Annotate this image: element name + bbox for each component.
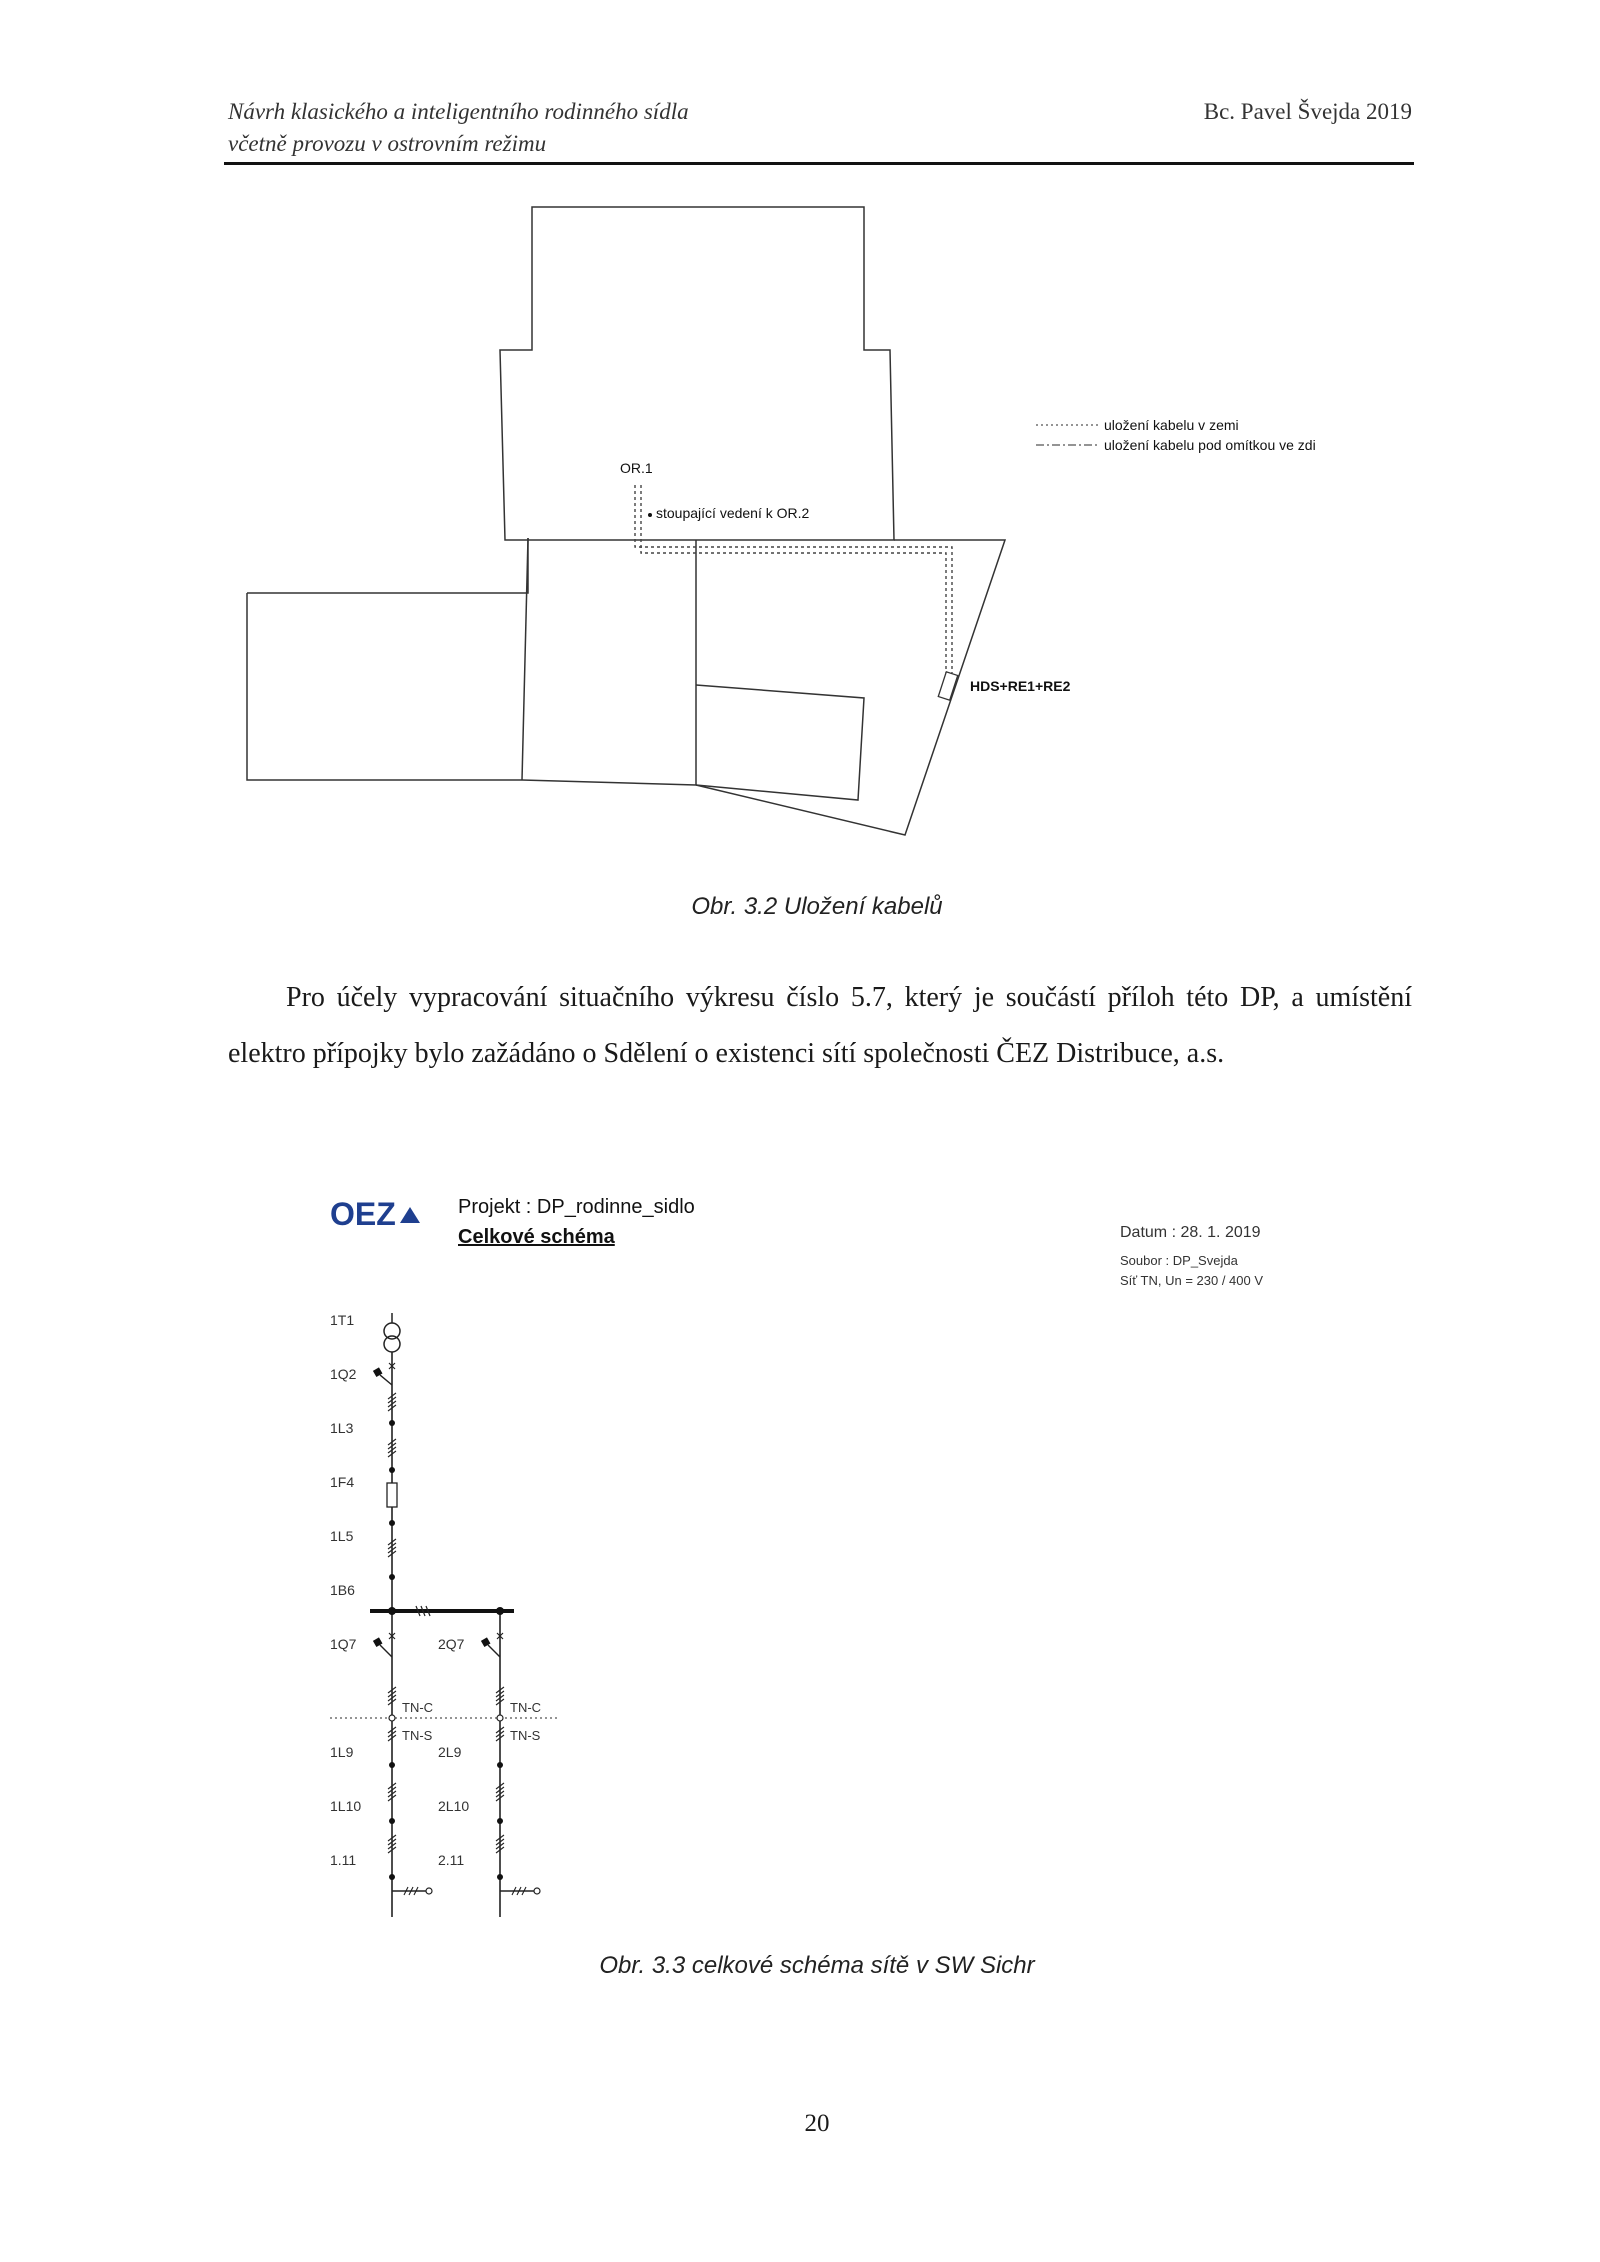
label-1f4: 1F4 <box>330 1474 355 1490</box>
label-1t1: 1T1 <box>330 1312 355 1328</box>
label-2q7: 2Q7 <box>438 1636 465 1652</box>
riser-point <box>648 513 652 517</box>
transformer-icon <box>384 1313 400 1352</box>
legend-wall: uložení kabelu pod omítkou ve zdi <box>1104 437 1316 453</box>
label-or1: OR.1 <box>620 460 653 476</box>
left-labels <box>330 1312 361 1868</box>
tn-labels <box>402 1700 541 1743</box>
label-1l3: 1L3 <box>330 1420 354 1436</box>
outgoing-terminal-2 <box>500 1887 540 1895</box>
tn-s-label-2: TN-S <box>510 1728 541 1743</box>
busbar-ticks <box>416 1606 430 1616</box>
label-2l10: 2L10 <box>438 1798 470 1814</box>
page-header <box>228 96 1412 160</box>
label-riser: stoupající vedení k OR.2 <box>656 505 810 521</box>
header-title-line2: včetně provozu v ostrovním režimu <box>228 131 547 156</box>
building-outline <box>247 207 1005 835</box>
tn-node-2 <box>497 1715 503 1721</box>
branch2-labels <box>438 1636 469 1868</box>
label-1-11: 1.11 <box>330 1852 357 1868</box>
label-1l5: 1L5 <box>330 1528 354 1544</box>
label-1q7: 1Q7 <box>330 1636 357 1652</box>
schema-date: Datum : 28. 1. 2019 <box>1120 1224 1261 1241</box>
label-1l10: 1L10 <box>330 1798 362 1814</box>
project-name: Projekt : DP_rodinne_sidlo <box>458 1196 695 1218</box>
conductor-hatches <box>388 1393 504 1853</box>
figure2-caption: Obr. 3.3 celkové schéma sítě v SW Sichr <box>599 1952 1035 1979</box>
figure1-caption: Obr. 3.2 Uložení kabelů <box>691 893 943 920</box>
tn-s-label-1: TN-S <box>402 1728 433 1743</box>
oez-logo-triangle-icon <box>400 1207 420 1223</box>
schema-file: Soubor : DP_Svejda <box>1120 1253 1238 1268</box>
oez-logo-text: OEZ <box>330 1196 396 1232</box>
tn-c-label-2: TN-C <box>510 1700 542 1715</box>
label-2-11: 2.11 <box>438 1852 465 1868</box>
legend-ground: uložení kabelu v zemi <box>1104 417 1239 433</box>
outgoing-terminal-1 <box>392 1887 432 1895</box>
label-1b6: 1B6 <box>330 1582 355 1598</box>
legend <box>1036 417 1316 453</box>
schema-title: Celkové schéma <box>458 1226 615 1248</box>
oez-logo <box>330 1196 420 1232</box>
fuse-1f4-icon <box>387 1483 397 1507</box>
network-schema-figure <box>320 1185 1320 1945</box>
hds-box <box>938 672 957 700</box>
header-rule <box>224 162 1414 165</box>
header-author: Bc. Pavel Švejda 2019 <box>1203 99 1412 124</box>
body-paragraph: Pro účely vypracování situačního výkresu číslo 5.7, který je součástí příloh této DP, a umístění elektro přípojky bylo zažádáno o Sdělení o existenci sítí společnosti ČEZ Distribuce, a.s. <box>228 982 1412 1069</box>
cable-layout-figure <box>230 195 1430 875</box>
tn-c-label-1: TN-C <box>402 1700 434 1715</box>
page-number: 20 <box>804 2110 830 2137</box>
label-2l9: 2L9 <box>438 1744 462 1760</box>
tn-node-1 <box>389 1715 395 1721</box>
label-1q2: 1Q2 <box>330 1366 357 1382</box>
schema-network: Síť TN, Un = 230 / 400 V <box>1120 1273 1264 1288</box>
label-1l9: 1L9 <box>330 1744 354 1760</box>
header-title-line1: Návrh klasického a inteligentního rodinného sídla <box>228 99 689 124</box>
label-hds: HDS+RE1+RE2 <box>970 678 1071 694</box>
